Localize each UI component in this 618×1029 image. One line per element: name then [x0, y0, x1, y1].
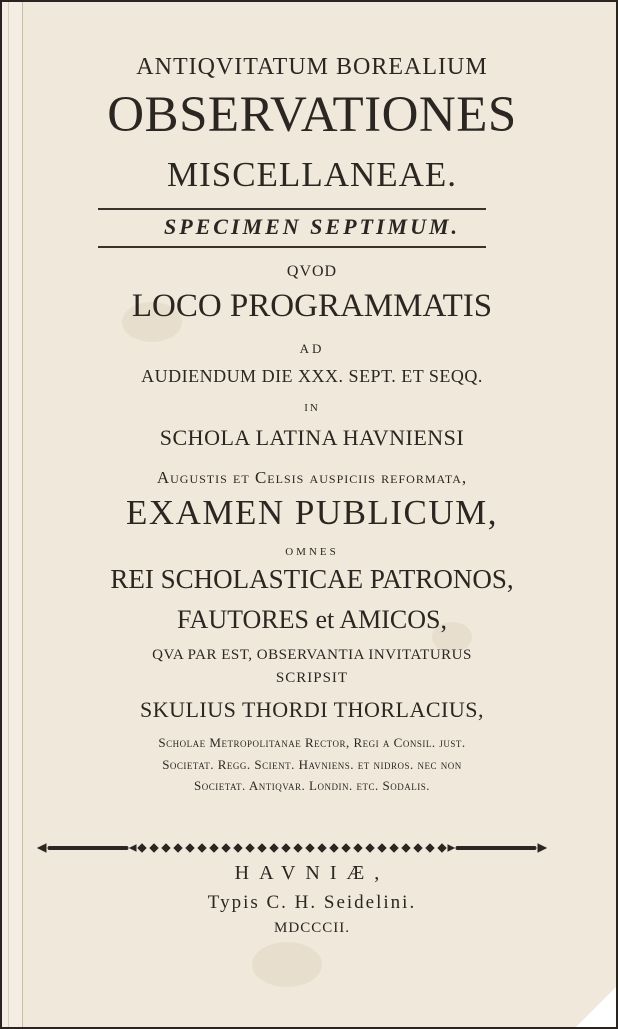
- ornament-bead: [294, 844, 302, 852]
- ornament-bead: [342, 844, 350, 852]
- audiendum-line: AUDIENDUM DIE XXX. SEPT. ET SEQQ.: [141, 366, 483, 386]
- ornament-bead: [378, 844, 386, 852]
- title-miscellaneae: MISCELLANEAE.: [166, 155, 458, 194]
- ornament-bead: [246, 844, 254, 852]
- ornament-bead: [438, 844, 446, 852]
- ornament-bead: [258, 844, 266, 852]
- rule-top: [98, 208, 486, 210]
- omnes-line: OMNES: [285, 546, 339, 558]
- qua-par-est-line: QVA PAR EST, OBSERVANTIA INVITATURUS: [152, 647, 472, 663]
- in-line: IN: [304, 402, 320, 414]
- title-observationes: OBSERVATIONES: [107, 87, 517, 143]
- ornament-bead: [354, 844, 362, 852]
- imprint-printer: Typis C. H. Seidelini.: [207, 892, 417, 913]
- loco-programmatis: LOCO PROGRAMMATIS: [131, 288, 493, 324]
- ornament-bead: [366, 844, 374, 852]
- specimen-line: SPECIMEN SEPTIMUM.: [163, 214, 461, 239]
- author-title-2: Societat. Regg. Scient. Havniens. et nidros. nec non: [162, 757, 462, 772]
- page-edge: [2, 2, 23, 1029]
- ornament-bead: [138, 844, 146, 852]
- scripsit-line: SCRIPSIT: [275, 670, 349, 686]
- ornament-bead: [270, 844, 278, 852]
- ornament-bead: [210, 844, 218, 852]
- ornament-bead: [318, 844, 326, 852]
- examen-publicum: EXAMEN PUBLICUM,: [125, 493, 499, 532]
- rei-scholasticae-line: REI SCHOLASTICAE PATRONOS,: [110, 564, 514, 594]
- ornament-bead: [234, 844, 242, 852]
- augustis-line: Augustis et Celsis auspiciis reformata,: [156, 468, 468, 487]
- ornament-bead: [174, 844, 182, 852]
- ornament-bead: [426, 844, 434, 852]
- schola-line: SCHOLA LATINA HAVNIENSI: [159, 425, 465, 450]
- ornament-bead: [306, 844, 314, 852]
- author-name: SKULIUS THORDI THORLACIUS,: [139, 697, 485, 722]
- rule-bottom: [98, 246, 486, 248]
- ornament-bead: [414, 844, 422, 852]
- ornament-bead: [186, 844, 194, 852]
- ornament-bead: [162, 844, 170, 852]
- ornament-bead: [198, 844, 206, 852]
- ornament-bead: [282, 844, 290, 852]
- fautores-line: FAUTORES et AMICOS,: [177, 605, 447, 634]
- ad-line: AD: [299, 341, 325, 356]
- title-antiquitatum: ANTIQVITATUM BOREALIUM: [136, 54, 488, 80]
- ornament-rule: [36, 840, 548, 856]
- ornament-bead: [222, 844, 230, 852]
- quod-line: QVOD: [286, 263, 338, 280]
- ornament-bead: [402, 844, 410, 852]
- ornament-bead: [390, 844, 398, 852]
- ornament-bead: [330, 844, 338, 852]
- ornament-bead: [150, 844, 158, 852]
- imprint-place: HAVNIÆ,: [234, 862, 390, 884]
- author-title-1: Scholae Metropolitanae Rector, Regi a Consil. just.: [158, 735, 466, 750]
- author-title-3: Societat. Antiqvar. Londin. etc. Sodalis.: [194, 778, 430, 793]
- corner-wear: [576, 987, 616, 1027]
- imprint-date: MDCCCII.: [274, 920, 350, 936]
- foxing-spot: [252, 942, 322, 987]
